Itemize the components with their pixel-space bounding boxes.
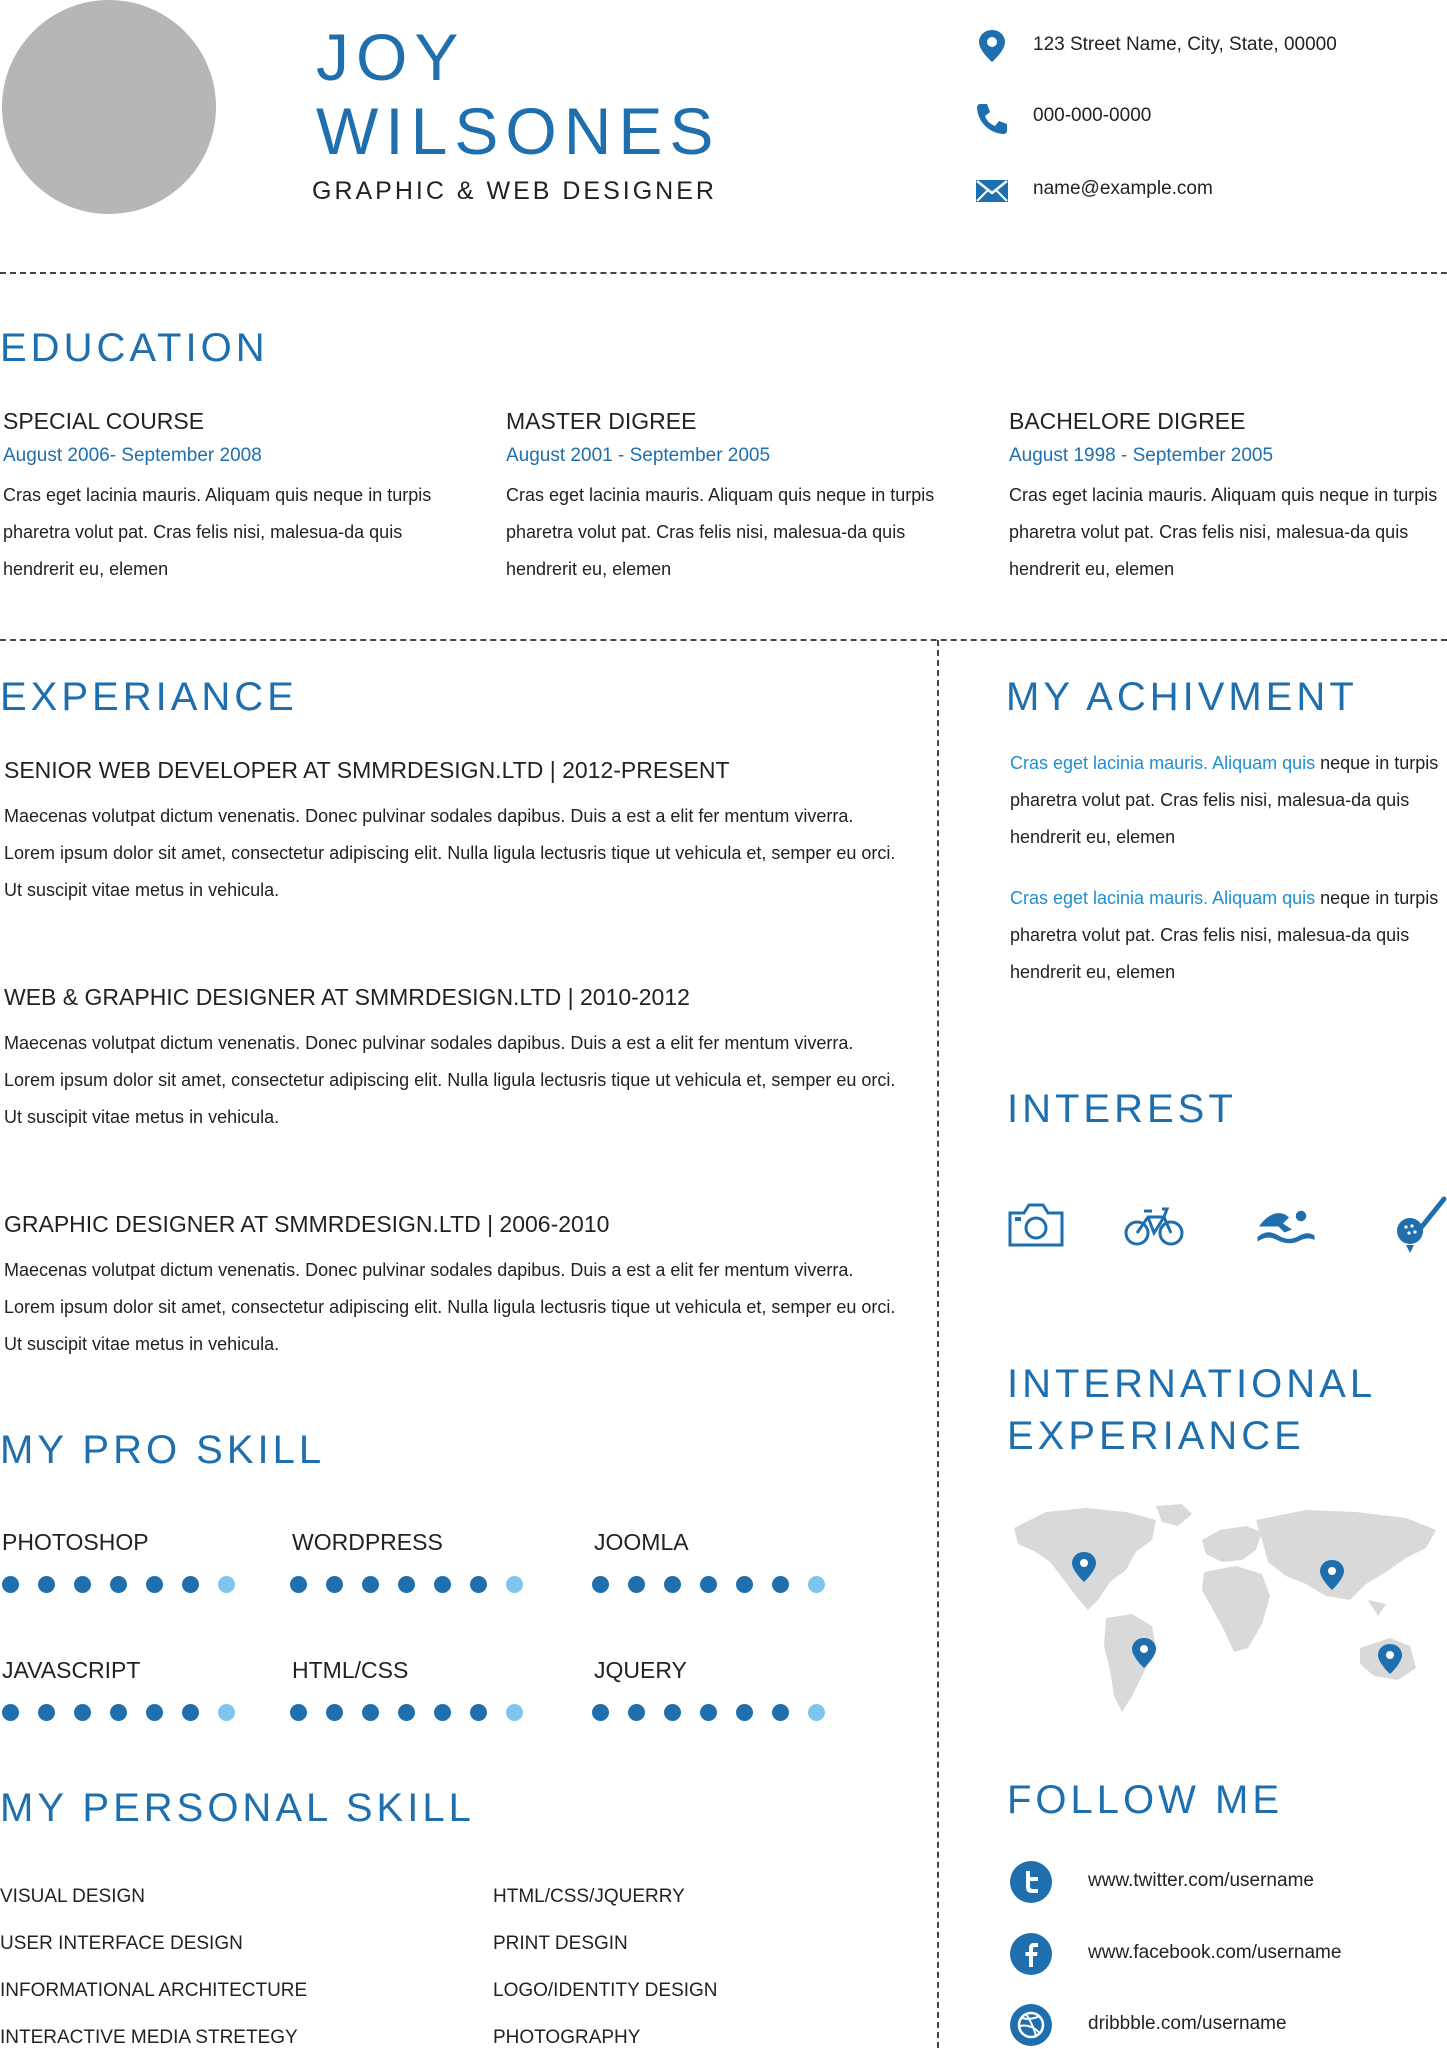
skill-dot-filled xyxy=(146,1704,163,1721)
skill-dot-filled xyxy=(182,1704,199,1721)
achievement-heading: MY ACHIVMENT xyxy=(1006,675,1358,719)
phone-text: 000-000-0000 xyxy=(1033,105,1152,126)
dribbble-link[interactable]: dribbble.com/username xyxy=(1088,2013,1287,2034)
location-pin-icon xyxy=(974,28,1010,64)
skill-name: PHOTOSHOP xyxy=(2,1529,149,1555)
skill-dot-filled xyxy=(110,1576,127,1593)
skill-name: HTML/CSS xyxy=(292,1657,409,1683)
achievement-text: neque in turpis pharetra volut pat. Cras felis nisi, malesua-da quis hendrerit eu, elemen xyxy=(1010,888,1439,982)
personal-skill: VISUAL DESIGN xyxy=(0,1886,146,1907)
twitter-link[interactable]: www.twitter.com/username xyxy=(1088,1870,1314,1891)
pro-skill-heading: MY PRO SKILL xyxy=(0,1428,326,1472)
interest-heading: INTEREST xyxy=(1007,1087,1237,1131)
skill-rating xyxy=(2,1704,235,1721)
education-date: August 2006- September 2008 xyxy=(3,445,262,466)
skill-dot-filled xyxy=(736,1704,753,1721)
skill-dot-filled xyxy=(362,1704,379,1721)
skill-dot-filled xyxy=(470,1576,487,1593)
skill-rating xyxy=(290,1576,523,1593)
experience-desc: Maecenas volutpat dictum venenatis. Donec pulvinar sodales dapibus. Duis a est a elit fer mentum viverra. Lorem ipsum dolor sit amet, consectetur adipiscing elit. Nulla ligula lectusris tique ut vehicula et, semper eu orci. Ut suscipit vitae metus in vehicula. xyxy=(4,1260,896,1354)
divider xyxy=(0,272,1447,274)
experience-desc: Maecenas volutpat dictum venenatis. Donec pulvinar sodales dapibus. Duis a est a elit fer mentum viverra. Lorem ipsum dolor sit amet, consectetur adipiscing elit. Nulla ligula lectusris tique ut vehicula et, semper eu orci. Ut suscipit vitae metus in vehicula. xyxy=(4,1033,896,1127)
skill-dot-filled xyxy=(2,1576,19,1593)
world-map xyxy=(1006,1500,1446,1720)
skill-rating xyxy=(592,1704,825,1721)
personal-skill: LOGO/IDENTITY DESIGN xyxy=(493,1980,718,2001)
facebook-link[interactable]: www.facebook.com/username xyxy=(1088,1942,1342,1963)
job-title: GRAPHIC & WEB DESIGNER xyxy=(312,177,717,205)
mail-icon xyxy=(974,172,1010,208)
personal-skill: HTML/CSS/JQUERRY xyxy=(493,1886,685,1907)
skill-dot-filled xyxy=(434,1576,451,1593)
skill-name: JQUERY xyxy=(594,1657,687,1683)
skill-dot-filled xyxy=(38,1704,55,1721)
education-desc: Cras eget lacinia mauris. Aliquam quis neque in turpis pharetra volut pat. Cras felis nisi, malesua-da quis hendrerit eu, elemen xyxy=(3,485,432,579)
golf-icon xyxy=(1390,1195,1447,1255)
skill-dot-filled xyxy=(146,1576,163,1593)
skill-dot-filled xyxy=(398,1704,415,1721)
experience-item xyxy=(4,757,904,909)
skill-dot-filled xyxy=(110,1704,127,1721)
skill-dot-filled xyxy=(326,1704,343,1721)
skill-dot-filled xyxy=(326,1576,343,1593)
skill-dot-filled xyxy=(592,1704,609,1721)
education-title: MASTER DIGREE xyxy=(506,408,697,434)
skill-rating xyxy=(592,1576,825,1593)
skill-dot-filled xyxy=(736,1576,753,1593)
achievement-highlight: Cras eget lacinia mauris. Aliquam quis xyxy=(1010,888,1316,908)
skill-dot-empty xyxy=(506,1704,523,1721)
achievement-text: neque in turpis pharetra volut pat. Cras felis nisi, malesua-da quis hendrerit eu, elemen xyxy=(1010,753,1439,847)
skill-dot-filled xyxy=(700,1576,717,1593)
column-divider xyxy=(937,640,939,2048)
international-heading-line2: EXPERIANCE xyxy=(1007,1414,1305,1458)
facebook-icon[interactable] xyxy=(1010,1933,1052,1975)
education-title: SPECIAL COURSE xyxy=(3,408,205,434)
experience-item xyxy=(4,1211,904,1363)
skill-dot-empty xyxy=(808,1704,825,1721)
skill-rating xyxy=(290,1704,523,1721)
skill-dot-empty xyxy=(808,1576,825,1593)
education-date: August 1998 - September 2005 xyxy=(1009,445,1274,466)
achievement-highlight: Cras eget lacinia mauris. Aliquam quis xyxy=(1010,753,1316,773)
skill-name: JAVASCRIPT xyxy=(2,1657,141,1683)
divider xyxy=(0,639,1447,641)
education-desc: Cras eget lacinia mauris. Aliquam quis neque in turpis pharetra volut pat. Cras felis nisi, malesua-da quis hendrerit eu, elemen xyxy=(506,485,935,579)
skill-dot-filled xyxy=(290,1576,307,1593)
skill-dot-filled xyxy=(74,1576,91,1593)
skill-name: JOOMLA xyxy=(594,1529,689,1555)
skill-dot-empty xyxy=(218,1704,235,1721)
skill-dot-filled xyxy=(628,1576,645,1593)
follow-heading: FOLLOW ME xyxy=(1007,1778,1284,1822)
skill-dot-filled xyxy=(628,1704,645,1721)
skill-rating xyxy=(2,1576,235,1593)
education-item xyxy=(1009,408,1447,588)
twitter-icon[interactable] xyxy=(1010,1861,1052,1903)
skill-dot-filled xyxy=(362,1576,379,1593)
last-name: WILSONES xyxy=(316,94,721,168)
skill-dot-filled xyxy=(74,1704,91,1721)
education-date: August 2001 - September 2005 xyxy=(506,445,771,466)
skill-dot-filled xyxy=(434,1704,451,1721)
skill-dot-filled xyxy=(772,1704,789,1721)
skill-dot-filled xyxy=(470,1704,487,1721)
personal-skill: USER INTERFACE DESIGN xyxy=(0,1933,243,1954)
skill-dot-empty xyxy=(218,1576,235,1593)
experience-desc: Maecenas volutpat dictum venenatis. Donec pulvinar sodales dapibus. Duis a est a elit fer mentum viverra. Lorem ipsum dolor sit amet, consectetur adipiscing elit. Nulla ligula lectusris tique ut vehicula et, semper eu orci. Ut suscipit vitae metus in vehicula. xyxy=(4,806,896,900)
bicycle-icon xyxy=(1124,1195,1184,1255)
skill-dot-filled xyxy=(772,1576,789,1593)
skill-dot-filled xyxy=(182,1576,199,1593)
skill-dot-filled xyxy=(700,1704,717,1721)
international-heading-line1: INTERNATIONAL xyxy=(1007,1362,1377,1406)
education-item xyxy=(506,408,976,588)
camera-icon xyxy=(1006,1195,1066,1255)
skill-dot-filled xyxy=(664,1704,681,1721)
first-name: JOY xyxy=(316,20,466,94)
experience-title: SENIOR WEB DEVELOPER AT SMMRDESIGN.LTD | 2012-PRESENT xyxy=(4,757,730,783)
personal-skill: PRINT DESGIN xyxy=(493,1933,628,1954)
experience-title: WEB & GRAPHIC DESIGNER AT SMMRDESIGN.LTD | 2010-2012 xyxy=(4,984,690,1010)
email-text: name@example.com xyxy=(1033,178,1213,199)
personal-skill: PHOTOGRAPHY xyxy=(493,2027,641,2048)
skill-name: WORDPRESS xyxy=(292,1529,443,1555)
phone-icon xyxy=(974,100,1010,136)
skill-dot-filled xyxy=(592,1576,609,1593)
personal-skill-heading: MY PERSONAL SKILL xyxy=(0,1786,475,1830)
education-title: BACHELORE DIGREE xyxy=(1009,408,1246,434)
experience-heading: EXPERIANCE xyxy=(0,675,298,719)
achievement-item xyxy=(1010,745,1440,856)
achievement-item xyxy=(1010,880,1440,991)
personal-skill: INFORMATIONAL ARCHITECTURE xyxy=(0,1980,308,2001)
education-desc: Cras eget lacinia mauris. Aliquam quis neque in turpis pharetra volut pat. Cras felis nisi, malesua-da quis hendrerit eu, elemen xyxy=(1009,485,1438,579)
address-text: 123 Street Name, City, State, 00000 xyxy=(1033,34,1337,55)
skill-dot-filled xyxy=(290,1704,307,1721)
education-item xyxy=(3,408,473,588)
skill-dot-filled xyxy=(664,1576,681,1593)
education-heading: EDUCATION xyxy=(0,326,269,370)
experience-title: GRAPHIC DESIGNER AT SMMRDESIGN.LTD | 2006-2010 xyxy=(4,1211,610,1237)
swimming-icon xyxy=(1256,1195,1316,1255)
dribbble-icon[interactable] xyxy=(1010,2004,1052,2046)
skill-dot-filled xyxy=(398,1576,415,1593)
skill-dot-filled xyxy=(38,1576,55,1593)
skill-dot-empty xyxy=(506,1576,523,1593)
avatar xyxy=(2,0,216,214)
personal-skill: INTERACTIVE MEDIA STRETEGY xyxy=(0,2027,298,2048)
experience-item xyxy=(4,984,904,1136)
skill-dot-filled xyxy=(2,1704,19,1721)
